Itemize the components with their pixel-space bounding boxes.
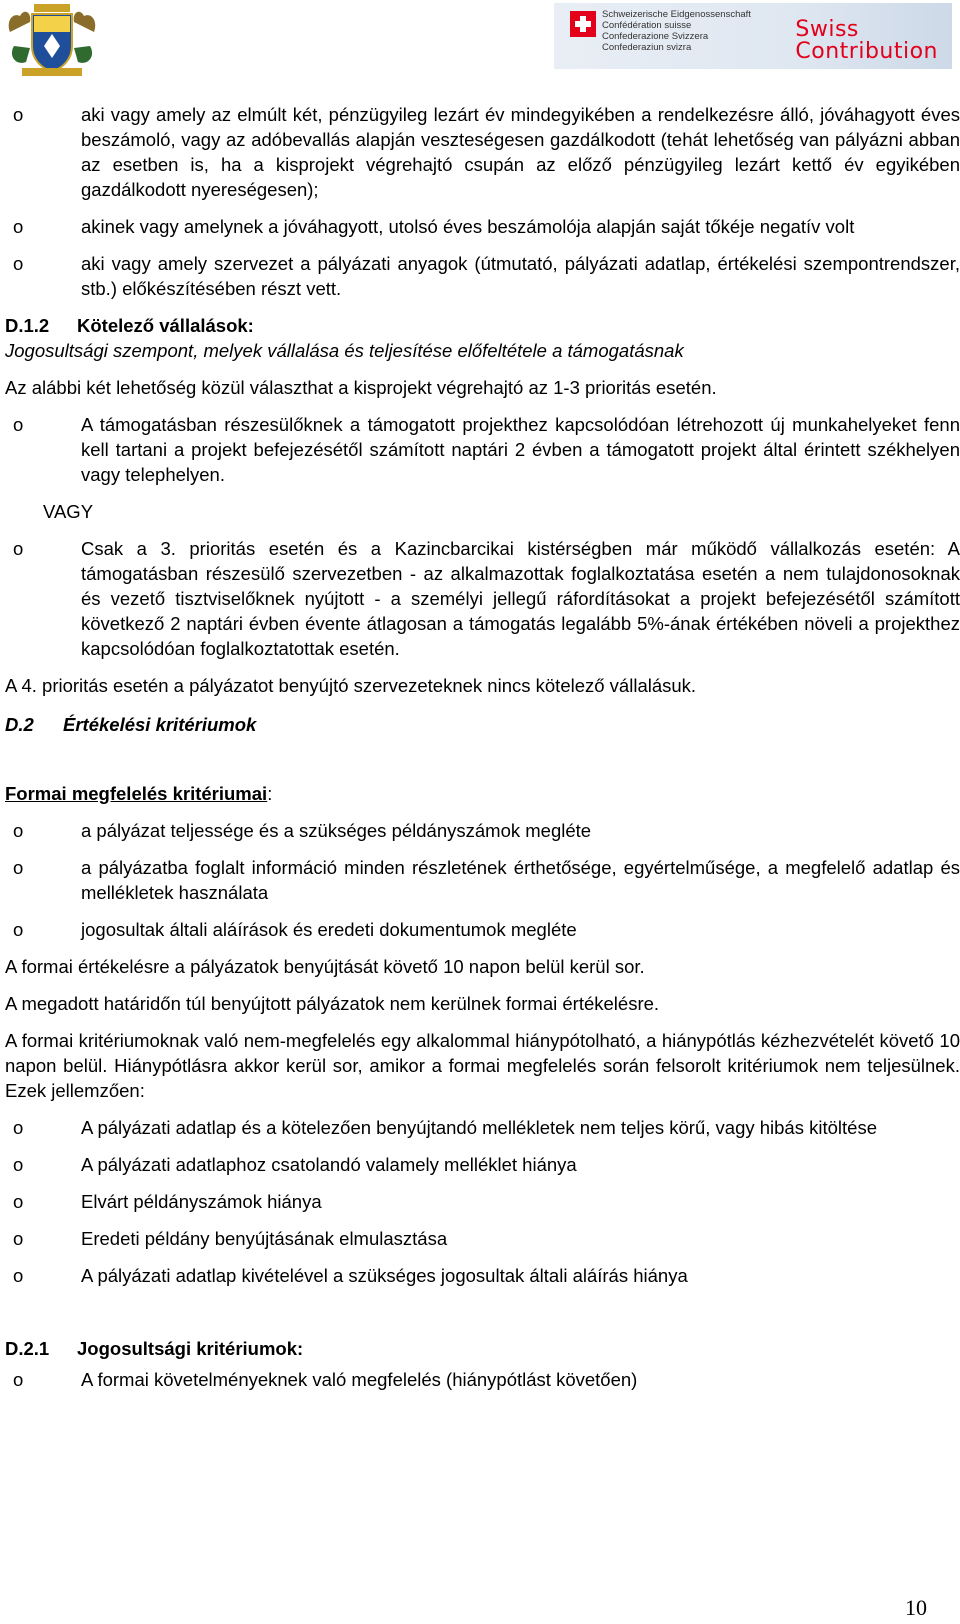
list-item xyxy=(5,214,960,239)
page-header xyxy=(0,0,960,80)
section-subtitle: Jogosultsági szempont, melyek vállalása és teljesítése előfeltétele a támogatásnak xyxy=(5,340,684,361)
bullet-marker: o xyxy=(13,857,24,878)
list-item-text: A formai követelményeknek való megfelelés (hiánypótlást követően) xyxy=(81,1369,638,1390)
section-heading-d12 xyxy=(5,313,960,338)
section-number: D.2.1 xyxy=(5,1338,50,1359)
list-item-text: aki vagy amely az elmúlt két, pénzügyileg lezárt év mindegyikében a rendelkezésre álló, jóváhagyott éves beszámoló, vagy az adóbevallás alapján veszteségesen gazdálkodott (tehát lehetőség van pályázni abban az esetben is, ha a kisprojekt végrehajtó csupán az előző pénzügyileg lezárt kettő év egyikében gazdálkodott nyereségesen); xyxy=(81,104,960,200)
list-item xyxy=(5,818,960,843)
paragraph: A formai értékelésre a pályázatok benyújtását követő 10 napon belül kerül sor. xyxy=(5,956,645,977)
formal-heading xyxy=(5,781,960,806)
bullet-marker: o xyxy=(13,1369,24,1390)
document-body xyxy=(5,102,960,1404)
bullet-marker: o xyxy=(13,1154,24,1175)
list-item xyxy=(5,536,960,661)
list-item-text: A támogatásban részesülőknek a támogatott projekthez kapcsolódóan létrehozott új munkahelyeket fenn kell tartani a projekt befejezésétől számított naptári 2 évben a támogatott projekt által érintett székhelyen vagy telephelyen. xyxy=(81,414,960,485)
list-item xyxy=(5,1189,960,1214)
list-item-text: A pályázati adatlap kivételével a szükséges jogosultak általi aláírás hiánya xyxy=(81,1265,688,1286)
page-number: 10 xyxy=(905,1595,927,1620)
list-item xyxy=(5,1115,960,1140)
bullet-marker: o xyxy=(13,1191,24,1212)
paragraph: A megadott határidőn túl benyújtott pályázatok nem kerülnek formai értékelésre. xyxy=(5,993,660,1014)
section-title: Jogosultsági kritériumok: xyxy=(77,1338,304,1359)
list-item xyxy=(5,251,960,301)
list-item xyxy=(5,917,960,942)
list-item xyxy=(5,1152,960,1177)
list-item-text: aki vagy amely szervezet a pályázati anyagok (útmutató, pályázati adatlap, értékelési szempontrendszer, stb.) előkészítésében részt vett. xyxy=(81,253,960,299)
list-item xyxy=(5,1263,960,1288)
swiss-confederation-names: Schweizerische Eidgenossenschaft Confédération suisse Confederazione Svizzera Confederaziun svizra xyxy=(602,9,751,53)
list-item-text: akinek vagy amelynek a jóváhagyott, utolsó éves beszámolója alapján saját tőkéje negatív volt xyxy=(81,216,855,237)
bullet-marker: o xyxy=(13,253,24,274)
list-item-text: A pályázati adatlaphoz csatolandó valamely melléklet hiánya xyxy=(81,1154,577,1175)
bullet-marker: o xyxy=(13,1228,24,1249)
list-item xyxy=(5,1226,960,1251)
list-item-text: jogosultak általi aláírások és eredeti dokumentumok megléte xyxy=(81,919,577,940)
swiss-contribution-logo xyxy=(554,3,952,69)
list-item-text: a pályázatba foglalt információ minden részletének érthetősége, egyértelműsége, a megfelelő adatlap és mellékletek használata xyxy=(81,857,960,903)
bullet-marker: o xyxy=(13,1117,24,1138)
bullet-marker: o xyxy=(13,919,24,940)
list-item-text: A pályázati adatlap és a kötelezően benyújtandó mellékletek nem teljes körű, vagy hibás kitöltése xyxy=(81,1117,877,1138)
paragraph: A formai kritériumoknak való nem-megfelelés egy alkalommal hiánypótolható, a hiánypótlás kézhezvételét követő 10 napon belül. Hiánypótlásra akkor kerül sor, amikor a formai megfelelés során felsorolt kritériumok nem teljesülnek. Ezek jellemzően: xyxy=(5,1030,960,1101)
paragraph: Az alábbi két lehetőség közül választhat a kisprojekt végrehajtó az 1-3 prioritás esetén. xyxy=(5,377,717,398)
swiss-cross-icon xyxy=(570,11,596,37)
list-item-text: Elvárt példányszámok hiánya xyxy=(81,1191,322,1212)
formal-heading-colon: : xyxy=(267,783,273,804)
bullet-marker: o xyxy=(13,414,24,435)
paragraph: A 4. prioritás esetén a pályázatot benyújtó szervezeteknek nincs kötelező vállalásuk. xyxy=(5,675,697,696)
list-item-text: Eredeti példány benyújtásának elmulasztása xyxy=(81,1228,448,1249)
formal-heading-text: Formai megfelelés kritériumai xyxy=(5,783,268,804)
swiss-contribution-wordmark: Swiss Contribution xyxy=(795,17,938,64)
section-number: D.2 xyxy=(5,714,34,735)
list-item xyxy=(5,855,960,905)
bullet-marker: o xyxy=(13,104,24,125)
section-number: D.1.2 xyxy=(5,315,50,336)
coat-of-arms-logo xyxy=(4,2,100,78)
bullet-marker: o xyxy=(13,820,24,841)
section-heading-d2 xyxy=(5,712,960,737)
section-heading-d21 xyxy=(5,1336,960,1361)
or-separator: VAGY xyxy=(43,501,94,522)
list-item-text: Csak a 3. prioritás esetén és a Kazincbarcikai kistérségben már működő vállalkozás esetén: A támogatásban részesülő szervezetben - az alkalmazottak foglalkoztatása esetén a nem tulajdonosoknak és vezető tisztviselőknek nyújtott - a személyi jellegű ráfordításokat a projekt befejezésétől számított következő 2 naptári évben évente átlagosan a támogatás legalább 5%-ának értékében növeli a projekthez kapcsolódóan foglalkoztatottak esetén. xyxy=(81,538,960,659)
section-title: Értékelési kritériumok xyxy=(63,714,257,735)
list-item xyxy=(5,102,960,202)
section-title: Kötelező vállalások: xyxy=(77,315,254,336)
list-item xyxy=(5,412,960,487)
bullet-marker: o xyxy=(13,216,24,237)
list-item xyxy=(5,1367,960,1392)
bullet-marker: o xyxy=(13,1265,24,1286)
bullet-marker: o xyxy=(13,538,24,559)
list-item-text: a pályázat teljessége és a szükséges példányszámok megléte xyxy=(81,820,592,841)
